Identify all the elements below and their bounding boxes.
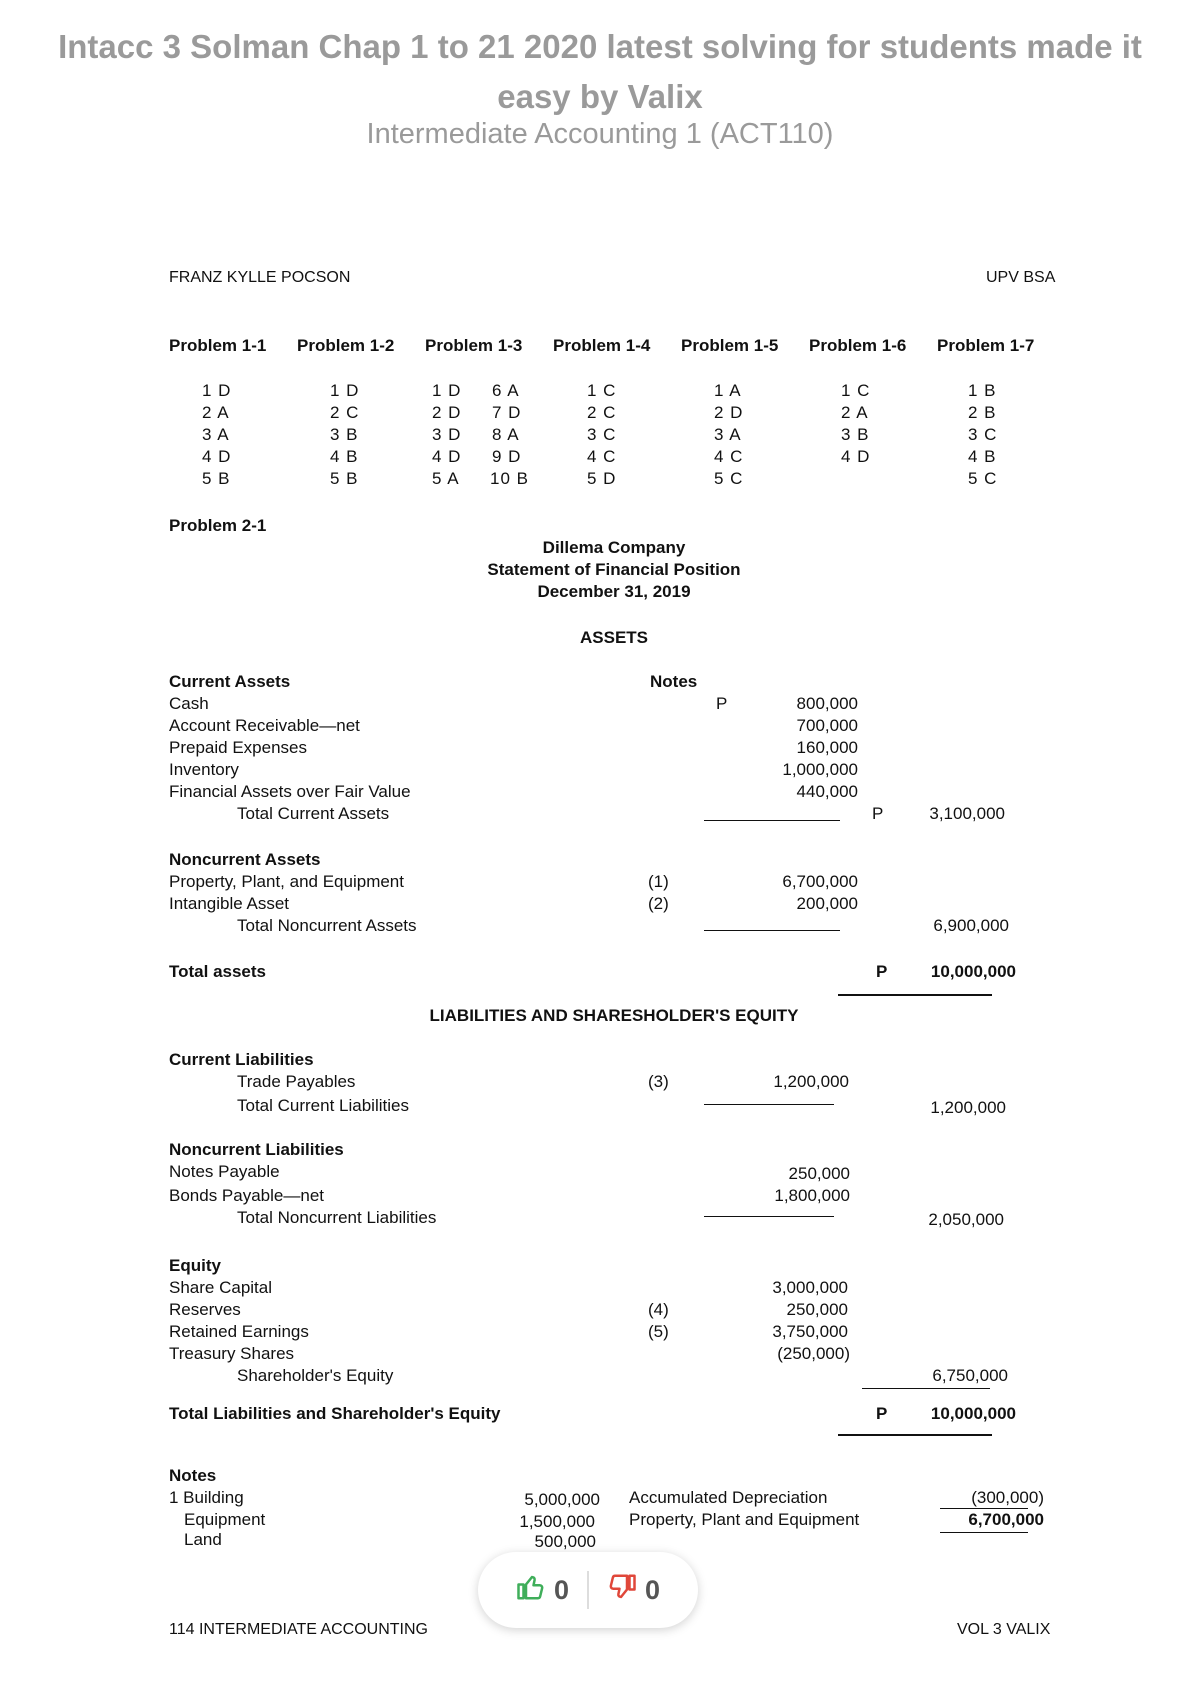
problem-1-5-heading: Problem 1-5: [681, 336, 779, 355]
treasury-shares-label: Treasury Shares: [169, 1344, 295, 1363]
notes-heading: Notes: [169, 1466, 217, 1485]
statement-title: Statement of Financial Position: [487, 560, 741, 579]
downvote-count: 0: [645, 1574, 661, 1605]
answer-item: 3 A: [714, 425, 742, 444]
share-capital-label: Share Capital: [169, 1278, 273, 1297]
notes-payable-amount: 250,000: [788, 1164, 850, 1183]
total-assets-peso: P: [876, 962, 888, 981]
answer-item: 9 D: [492, 447, 522, 466]
peso-sign: P: [716, 694, 728, 713]
problem-1-2-heading: Problem 1-2: [297, 336, 395, 355]
total-current-liabilities-label: Total Current Liabilities: [237, 1096, 409, 1115]
thumbs-down-icon: [607, 1572, 637, 1609]
total-noncurrent-assets-amount: 6,900,000: [933, 916, 1009, 935]
answer-item: 5 C: [968, 469, 998, 488]
answer-item: 1 C: [841, 381, 871, 400]
total-current-assets-label: Total Current Assets: [237, 804, 390, 823]
note-land-amount: 500,000: [534, 1532, 596, 1551]
document-title: Intacc 3 Solman Chap 1 to 21 2020 latest solving for students made it easy by Valix: [58, 28, 1142, 115]
total-current-assets-amount: 3,100,000: [929, 804, 1005, 823]
answer-item: 7 D: [492, 403, 522, 422]
upvote-button[interactable]: [516, 1572, 569, 1609]
financial-assets-label: Financial Assets over Fair Value: [169, 782, 411, 801]
answer-item: 4 D: [432, 447, 462, 466]
subtotal-rule: [862, 1388, 990, 1389]
subtotal-rule: [704, 820, 840, 821]
ppe-amount: 6,700,000: [782, 872, 858, 891]
equity-heading: Equity: [169, 1256, 221, 1275]
cash-label: Cash: [169, 694, 209, 713]
prepaid-amount: 160,000: [796, 738, 858, 757]
note-accum-dep-amount: (300,000): [971, 1488, 1044, 1507]
answer-item: 5 A: [432, 469, 460, 488]
answer-item: 1 D: [330, 381, 360, 400]
answer-item: 3 C: [587, 425, 617, 444]
retained-earnings-amount: 3,750,000: [772, 1322, 848, 1341]
intangible-amount: 200,000: [796, 894, 858, 913]
answer-item: 2 D: [432, 403, 462, 422]
answer-item: 3 D: [432, 425, 462, 444]
answer-item: 4 B: [968, 447, 997, 466]
note-building-amount: 5,000,000: [524, 1490, 600, 1509]
answer-item: 2 A: [202, 403, 230, 422]
answer-item: 3 B: [841, 425, 870, 444]
problem-1-3-heading: Problem 1-3: [425, 336, 523, 355]
cash-amount: 800,000: [796, 694, 858, 713]
reserves-label: Reserves: [169, 1300, 241, 1319]
answer-item: 1 D: [202, 381, 232, 400]
answer-item: 5 C: [714, 469, 744, 488]
total-liabilities-equity-amount: 10,000,000: [930, 1404, 1016, 1423]
note-ppe-label: Property, Plant and Equipment: [629, 1510, 860, 1529]
shareholders-equity-label: Shareholder's Equity: [237, 1366, 394, 1385]
answer-item: 4 B: [330, 447, 359, 466]
footer-volume: VOL 3 VALIX: [957, 1621, 1051, 1638]
answer-item: 5 B: [202, 469, 231, 488]
subtotal-rule: [940, 1532, 1028, 1533]
statement-date: December 31, 2019: [537, 582, 691, 601]
trade-payables-note: (3): [648, 1072, 669, 1091]
answer-item: 4 C: [714, 447, 744, 466]
problem-2-1-heading: Problem 2-1: [169, 516, 267, 535]
total-assets-amount: 10,000,000: [930, 962, 1016, 981]
notes-column-heading: Notes: [650, 672, 698, 691]
inventory-label: Inventory: [169, 760, 239, 779]
answer-item: 4 D: [202, 447, 232, 466]
note-ppe-amount: 6,700,000: [968, 1510, 1044, 1529]
answer-item: 2 C: [587, 403, 617, 422]
note-accum-dep-label: Accumulated Depreciation: [629, 1488, 828, 1507]
problem-1-6-heading: Problem 1-6: [809, 336, 907, 355]
ppe-label: Property, Plant, and Equipment: [169, 872, 404, 891]
answer-item: 2 C: [330, 403, 360, 422]
reserves-note: (4): [648, 1300, 669, 1319]
total-rule: [838, 1434, 992, 1436]
total-assets-label: Total assets: [169, 962, 267, 981]
total-noncurrent-liabilities-amount: 2,050,000: [928, 1210, 1004, 1229]
current-liabilities-heading: Current Liabilities: [169, 1050, 314, 1069]
financial-assets-amount: 440,000: [796, 782, 858, 801]
subtotal-rule: [704, 1216, 834, 1217]
answer-item: 8 A: [492, 425, 520, 444]
note-equipment-amount: 1,500,000: [519, 1512, 595, 1531]
note-land-label: Land: [184, 1530, 222, 1549]
subtotal-rule: [704, 1104, 834, 1105]
prepaid-label: Prepaid Expenses: [169, 738, 307, 757]
answer-item: 1 B: [968, 381, 997, 400]
note-building-label: 1 Building: [169, 1488, 244, 1507]
retained-earnings-note: (5): [648, 1322, 669, 1341]
course-name[interactable]: Intermediate Accounting 1 (ACT110): [366, 118, 834, 150]
answer-item: 10 B: [490, 469, 529, 488]
treasury-shares-amount: (250,000): [777, 1344, 850, 1363]
answer-item: 5 B: [330, 469, 359, 488]
reserves-amount: 250,000: [786, 1300, 848, 1319]
inventory-amount: 1,000,000: [782, 760, 858, 779]
answer-item: 1 C: [587, 381, 617, 400]
trade-payables-amount: 1,200,000: [773, 1072, 849, 1091]
shareholders-equity-amount: 6,750,000: [932, 1366, 1008, 1385]
total-peso-sign: P: [872, 804, 884, 823]
bonds-payable-amount: 1,800,000: [774, 1186, 850, 1205]
upvote-count: 0: [553, 1574, 569, 1605]
retained-earnings-label: Retained Earnings: [169, 1322, 309, 1341]
answer-item: 4 C: [587, 447, 617, 466]
answer-item: 2 B: [968, 403, 997, 422]
note-equipment-label: Equipment: [184, 1510, 266, 1529]
problem-1-7-heading: Problem 1-7: [937, 336, 1035, 355]
noncurrent-liabilities-heading: Noncurrent Liabilities: [169, 1140, 344, 1159]
intangible-label: Intangible Asset: [169, 894, 290, 913]
thumbs-up-icon: [516, 1572, 546, 1609]
author-name: FRANZ KYLLE POCSON: [169, 269, 351, 286]
trade-payables-label: Trade Payables: [237, 1072, 356, 1091]
answer-item: 6 A: [492, 381, 520, 400]
total-current-liabilities-amount: 1,200,000: [930, 1098, 1006, 1117]
vote-widget: [478, 1552, 698, 1628]
ppe-note: (1): [648, 872, 669, 891]
answer-item: 5 D: [587, 469, 617, 488]
assets-heading: ASSETS: [579, 628, 649, 647]
total-noncurrent-assets-label: Total Noncurrent Assets: [237, 916, 417, 935]
footer-book-title: 114 INTERMEDIATE ACCOUNTING: [169, 1621, 428, 1638]
problem-1-1-heading: Problem 1-1: [169, 336, 267, 355]
downvote-button[interactable]: [607, 1572, 660, 1609]
answer-item: 3 A: [202, 425, 230, 444]
school-label: UPV BSA: [986, 269, 1056, 286]
total-noncurrent-liabilities-label: Total Noncurrent Liabilities: [237, 1208, 437, 1227]
total-liabilities-equity-label: Total Liabilities and Shareholder's Equity: [169, 1404, 501, 1423]
notes-payable-label: Notes Payable: [169, 1162, 280, 1181]
answer-item: 4 D: [841, 447, 871, 466]
answer-item: 3 C: [968, 425, 998, 444]
problem-1-4-heading: Problem 1-4: [553, 336, 651, 355]
noncurrent-assets-heading: Noncurrent Assets: [169, 850, 321, 869]
answer-item: 2 D: [714, 403, 744, 422]
subtotal-rule: [940, 1508, 1028, 1509]
company-name: Dillema Company: [542, 538, 686, 557]
vote-divider: [587, 1571, 589, 1609]
answer-item: 2 A: [841, 403, 869, 422]
share-capital-amount: 3,000,000: [772, 1278, 848, 1297]
answer-item: 1 A: [714, 381, 742, 400]
intangible-note: (2): [648, 894, 669, 913]
total-rule: [838, 994, 992, 996]
bonds-payable-label: Bonds Payable—net: [169, 1186, 324, 1205]
answer-item: 3 B: [330, 425, 359, 444]
current-assets-heading: Current Assets: [169, 672, 291, 691]
answer-item: 1 D: [432, 381, 462, 400]
liabilities-equity-heading: LIABILITIES AND SHARESHOLDER'S EQUITY: [429, 1006, 799, 1025]
receivable-label: Account Receivable—net: [169, 716, 360, 735]
receivable-amount: 700,000: [796, 716, 858, 735]
total-liabilities-equity-peso: P: [876, 1404, 888, 1423]
subtotal-rule: [704, 930, 840, 931]
